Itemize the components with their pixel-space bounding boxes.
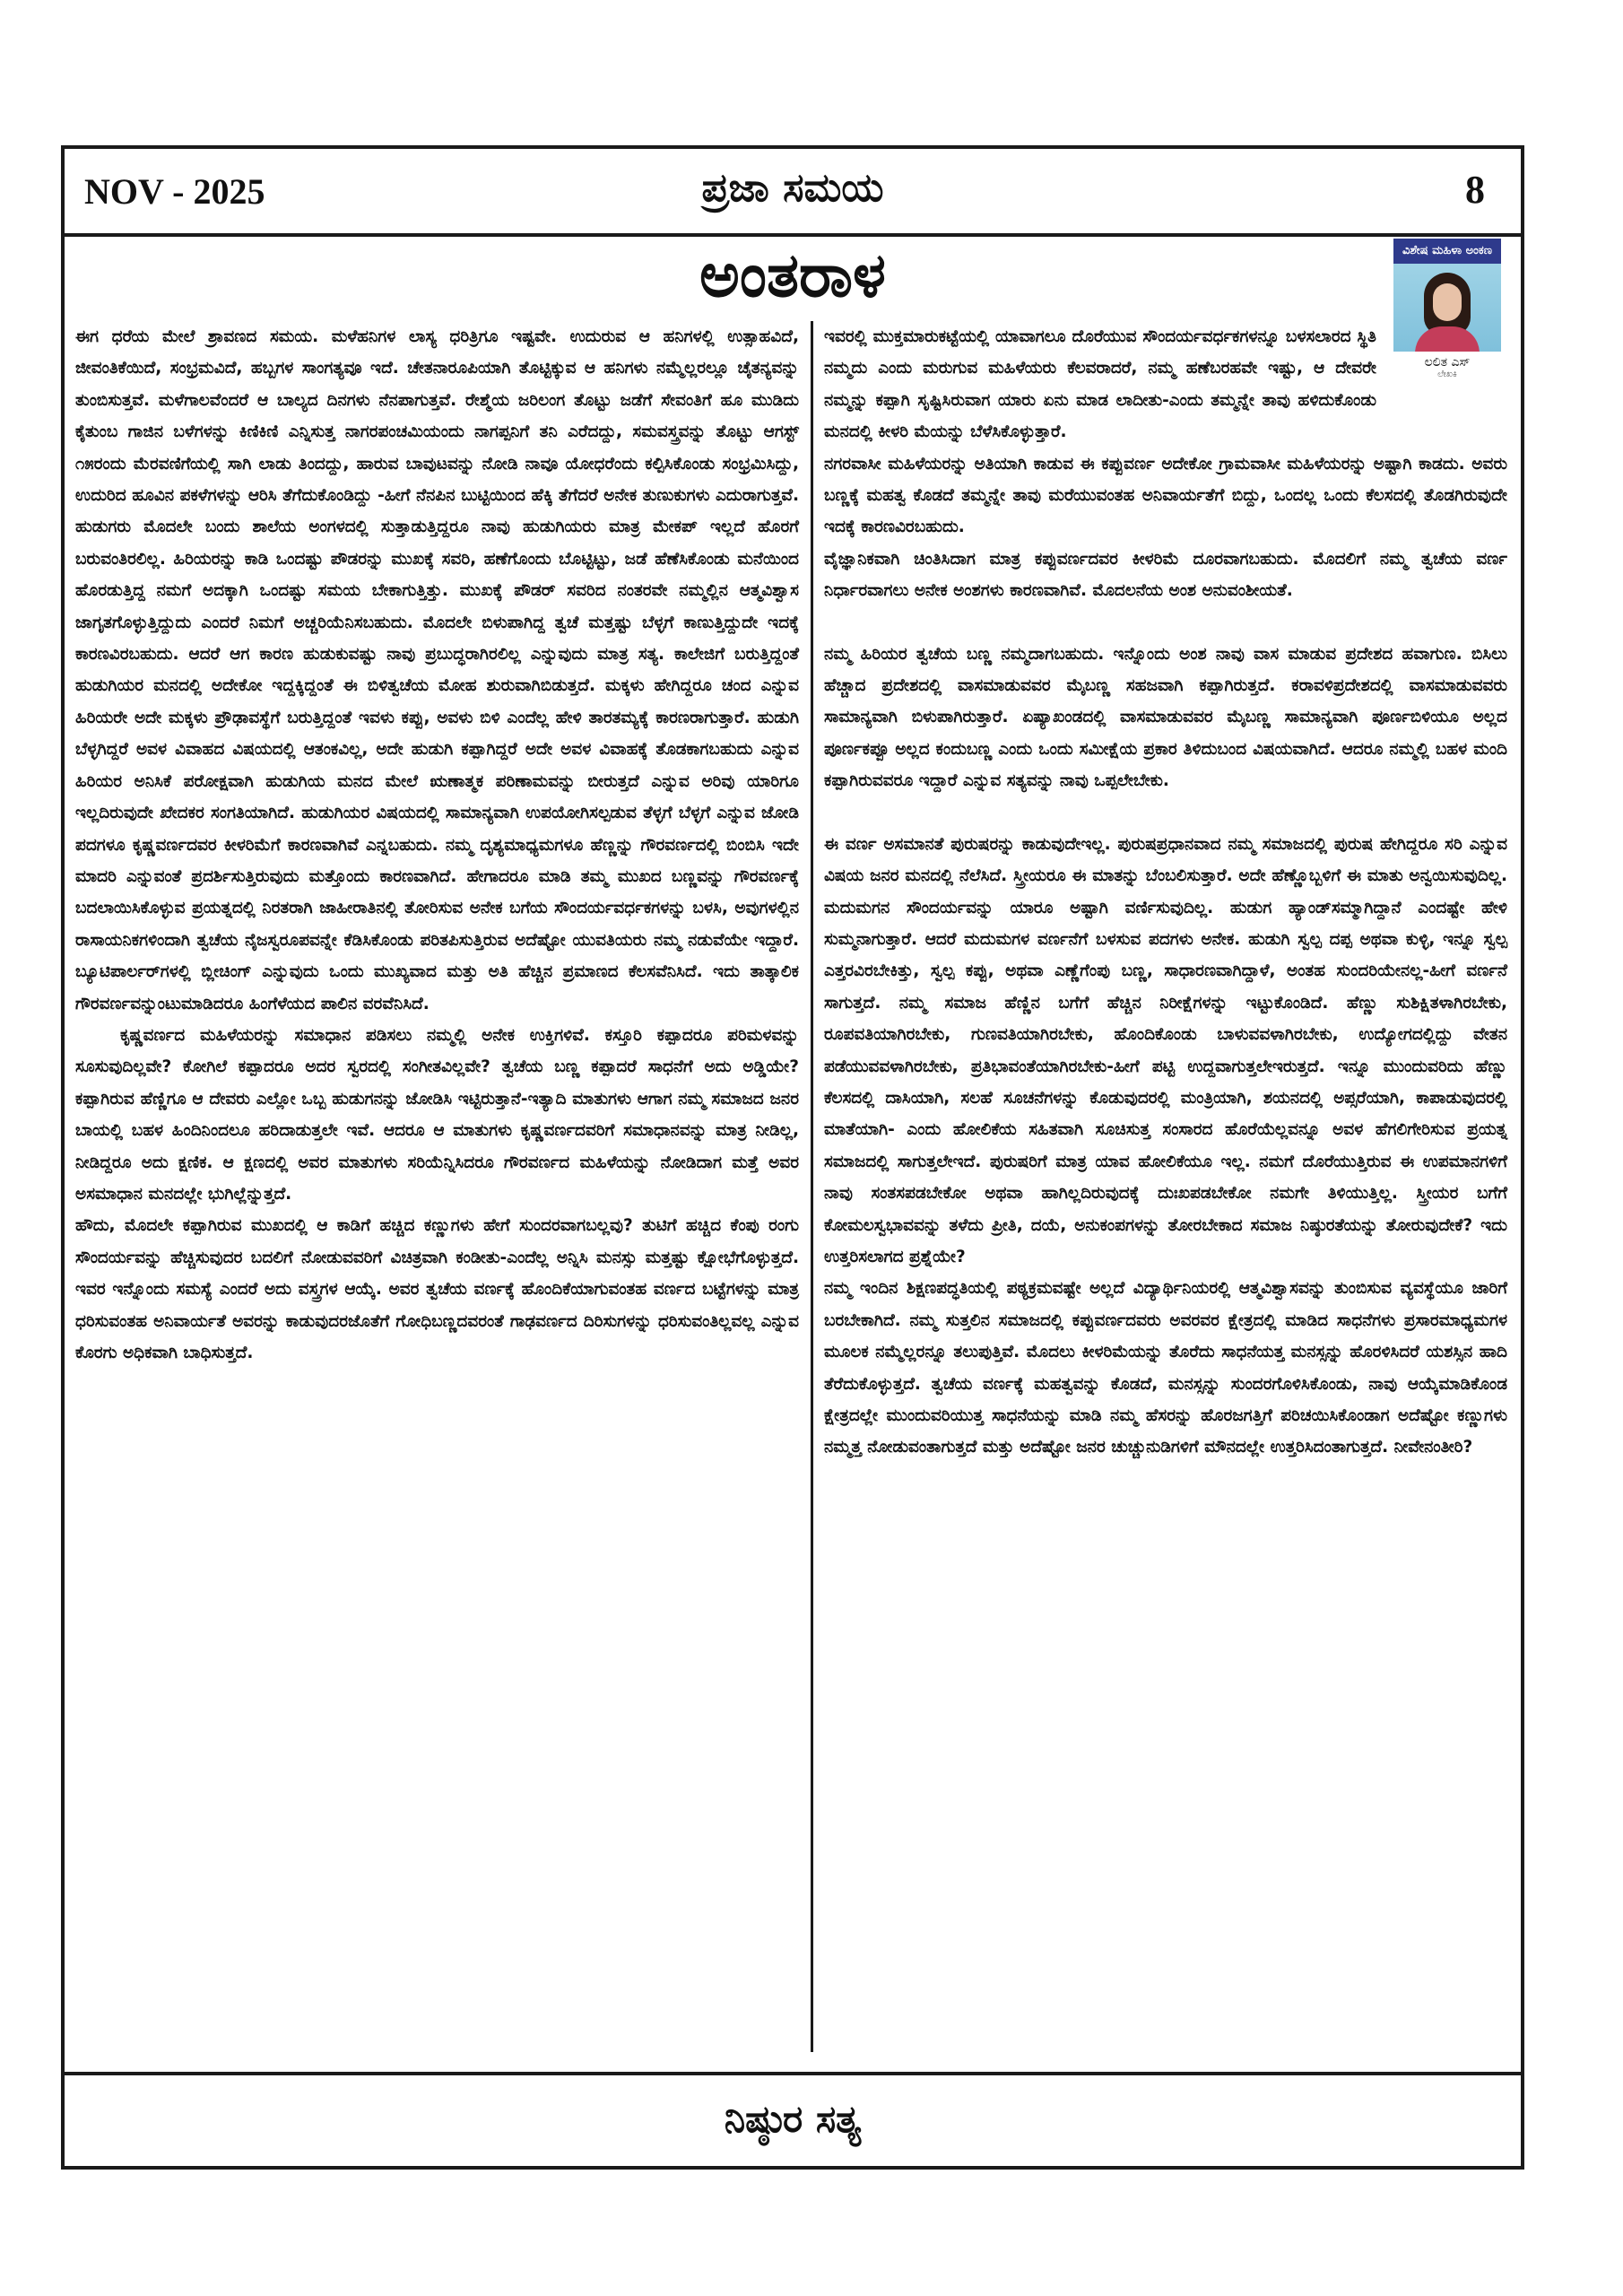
paragraph: ವೈಜ್ಞಾನಿಕವಾಗಿ ಚಿಂತಿಸಿದಾಗ ಮಾತ್ರ ಕಪ್ಪುವರ್ಣದವರ ಕೀಳರಿಮೆ ದೂರವಾಗಬಹುದು. ಮೊದಲಿಗೆ ನಮ್ಮ ತ್ವಚೆಯ ವರ್ಣ ನಿರ್ಧಾರವಾಗಲು ಅನೇಕ ಅಂಶಗಳು ಕಾರಣವಾಗಿವೆ. ಮೊದಲನೆಯ ಅಂಶ ಅನುವಂಶೀಯತೆ.: [824, 549, 1507, 601]
paragraph: ನಮ್ಮ ಹಿರಿಯರ ತ್ವಚೆಯ ಬಣ್ಣ ನಮ್ಮದಾಗಬಹುದು. ಇನ್ನೊಂದು ಅಂಶ ನಾವು ವಾಸ ಮಾಡುವ ಪ್ರದೇಶದ ಹವಾಗುಣ. ಬಿಸಿಲು ಹೆಚ್ಚಾದ ಪ್ರದೇಶದಲ್ಲಿ ವಾಸಮಾಡುವವರ ಮೈಬಣ್ಣ ಸಹಜವಾಗಿ ಕಪ್ಪಾಗಿರುತ್ತದೆ. ಕರಾವಳಿಪ್ರದೇಶದಲ್ಲಿ ವಾಸಮಾಡುವವರು ಸಾಮಾನ್ಯವಾಗಿ ಬಿಳುಪಾಗಿರುತ್ತಾರೆ. ಏಷ್ಯಾಖಂಡದಲ್ಲಿ ವಾಸಮಾಡುವವರ ಮೈಬಣ್ಣ ಸಾಮಾನ್ಯವಾಗಿ ಪೂರ್ಣಬಿಳಿಯೂ ಅಲ್ಲದ ಪೂರ್ಣಕಪ್ಪೂ ಅಲ್ಲದ ಕಂದುಬಣ್ಣ ಎಂದು ಒಂದು ಸಮೀಕ್ಷೆಯ ಪ್ರಕಾರ ತಿಳಿದುಬಂದ ವಿಷಯವಾಗಿದೆ. ಆದರೂ ನಮ್ಮಲ್ಲಿ ಬಹಳ ಮಂದಿ ಕಪ್ಪಾಗಿರುವವರೂ ಇದ್ದಾರೆ ಎನ್ನುವ ಸತ್ಯವನ್ನು ನಾವು ಒಪ್ಪಲೇಬೇಕು.: [824, 644, 1507, 791]
page-frame: [61, 145, 1524, 2170]
paragraph: ಇವರಲ್ಲಿ ಮುಕ್ತಮಾರುಕಟ್ಟೆಯಲ್ಲಿ ಯಾವಾಗಲೂ ದೊರೆಯುವ ಸೌಂದರ್ಯವರ್ಧಕಗಳನ್ನೂ ಬಳಸಲಾರದ ಸ್ಥಿತಿ ನಮ್ಮದು ಎಂದು ಮರುಗುವ ಮಹಿಳೆಯರು ಕೆಲವರಾದರೆ, ನಮ್ಮ ಹಣೆಬರಹವೇ ಇಷ್ಟು, ಆ ದೇವರೇ ನಮ್ಮನ್ನು ಕಪ್ಪಾಗಿ ಸೃಷ್ಟಿಸಿರುವಾಗ ಯಾರು ಏನು ಮಾಡ ಲಾದೀತು-ಎಂದು ತಮ್ಮನ್ನೇ ತಾವು ಹಳಿದುಕೊಂಡು ಮನದಲ್ಲಿ ಕೀಳರಿ ಮೆಯನ್ನು ಬೆಳೆಸಿಕೊಳ್ಳುತ್ತಾರೆ.: [824, 327, 1376, 442]
page-number: 8: [1465, 168, 1485, 212]
column-badge: ವಿಶೇಷ ಮಹಿಳಾ ಅಂಕಣ: [1393, 239, 1501, 264]
page-header: [65, 149, 1521, 237]
page-footer: [65, 2072, 1521, 2166]
paragraph: ಕೃಷ್ಣವರ್ಣದ ಮಹಿಳೆಯರನ್ನು ಸಮಾಧಾನ ಪಡಿಸಲು ನಮ್ಮಲ್ಲಿ ಅನೇಕ ಉಕ್ತಿಗಳಿವೆ. ಕಸ್ತೂರಿ ಕಪ್ಪಾದರೂ ಪರಿಮಳವನ್ನು ಸೂಸುವುದಿಲ್ಲವೇ? ಕೋಗಿಲೆ ಕಪ್ಪಾದರೂ ಅದರ ಸ್ವರದಲ್ಲಿ ಸಂಗೀತವಿಲ್ಲವೇ? ತ್ವಚೆಯ ಬಣ್ಣ ಕಪ್ಪಾದರೆ ಸಾಧನೆಗೆ ಅದು ಅಡ್ಡಿಯೇ? ಕಪ್ಪಾಗಿರುವ ಹೆಣ್ಣಿಗೂ ಆ ದೇವರು ಎಲ್ಲೋ ಒಬ್ಬ ಹುಡುಗನನ್ನು ಜೋಡಿಸಿ ಇಟ್ಟಿರುತ್ತಾನೆ-ಇತ್ಯಾದಿ ಮಾತುಗಳು ಆಗಾಗ ನಮ್ಮ ಸಮಾಜದ ಜನರ ಬಾಯಲ್ಲಿ ಬಹಳ ಹಿಂದಿನಿಂದಲೂ ಹರಿದಾಡುತ್ತಲೇ ಇವೆ. ಆದರೂ ಆ ಮಾತುಗಳು ಕೃಷ್ಣವರ್ಣದವರಿಗೆ ಸಮಾಧಾನವನ್ನು ಮಾತ್ರ ನೀಡಿಲ್ಲ, ನೀಡಿದ್ದರೂ ಅದು ಕ್ಷಣಿಕ. ಆ ಕ್ಷಣದಲ್ಲಿ ಅವರ ಮಾತುಗಳು ಸರಿಯೆನ್ನಿಸಿದರೂ ಗೌರವರ್ಣದ ಮಹಿಳೆಯನ್ನು ನೋಡಿದಾಗ ಮತ್ತೆ ಅವರ ಅಸಮಾಧಾನ ಮನದಲ್ಲೇ ಭುಗಿಲ್ಲೆನ್ನುತ್ತದೆ.: [75, 1025, 799, 1204]
article-column-left: [72, 321, 803, 2052]
paragraph: ಈ ವರ್ಣ ಅಸಮಾನತೆ ಪುರುಷರನ್ನು ಕಾಡುವುದೇಇಲ್ಲ. ಪುರುಷಪ್ರಧಾನವಾದ ನಮ್ಮ ಸಮಾಜದಲ್ಲಿ ಪುರುಷ ಹೇಗಿದ್ದರೂ ಸರಿ ಎನ್ನುವ ವಿಷಯ ಜನರ ಮನದಲ್ಲಿ ನೆಲೆಸಿದೆ. ಸ್ತ್ರೀಯರೂ ಈ ಮಾತನ್ನು ಬೆಂಬಲಿಸುತ್ತಾರೆ. ಅದೇ ಹೆಣ್ಣೊಬ್ಬಳಿಗೆ ಈ ಮಾತು ಅನ್ವಯಿಸುವುದಿಲ್ಲ. ಮದುಮಗನ ಸೌಂದರ್ಯವನ್ನು ಯಾರೂ ಅಷ್ಟಾಗಿ ವರ್ಣಿಸುವುದಿಲ್ಲ. ಹುಡುಗ ಹ್ಯಾಂಡ್‌ಸಮ್ಮಾಗಿದ್ದಾನೆ ಎಂದಷ್ಟೇ ಹೇಳಿ ಸುಮ್ಮನಾಗುತ್ತಾರೆ. ಆದರೆ ಮದುಮಗಳ ವರ್ಣನೆಗೆ ಬಳಸುವ ಪದಗಳು ಅನೇಕ. ಹುಡುಗಿ ಸ್ವಲ್ಪ ದಪ್ಪ ಅಥವಾ ಕುಳ್ಳಿ, ಇನ್ನೂ ಸ್ವಲ್ಪ ಎತ್ತರವಿರಬೇಕಿತ್ತು, ಸ್ವಲ್ಪ ಕಪ್ಪು, ಅಥವಾ ಎಣ್ಣೆಗೆಂಪು ಬಣ್ಣ, ಸಾಧಾರಣವಾಗಿದ್ದಾಳೆ, ಅಂತಹ ಸುಂದರಿಯೇನಲ್ಲ-ಹೀಗೆ ವರ್ಣನೆ ಸಾಗುತ್ತದೆ. ನಮ್ಮ ಸಮಾಜ ಹೆಣ್ಣಿನ ಬಗೆಗೆ ಹೆಚ್ಚಿನ ನಿರೀಕ್ಷೆಗಳನ್ನು ಇಟ್ಟುಕೊಂಡಿದೆ. ಹೆಣ್ಣು ಸುಶಿಕ್ಷಿತಳಾಗಿರಬೇಕು, ರೂಪವತಿಯಾಗಿರಬೇಕು, ಗುಣವತಿಯಾಗಿರಬೇಕು, ಹೊಂದಿಕೊಂಡು ಬಾಳುವವಳಾಗಿರಬೇಕು, ಉದ್ಯೋಗದಲ್ಲಿದ್ದು ವೇತನ ಪಡೆಯುವವಳಾಗಿರಬೇಕು, ಪ್ರತಿಭಾವಂತೆಯಾಗಿರಬೇಕು-ಹೀಗೆ ಪಟ್ಟಿ ಉದ್ದವಾಗುತ್ತಲೇಇರುತ್ತದೆ. ಇನ್ನೂ ಮುಂದುವರಿದು ಹೆಣ್ಣು ಕೆಲಸದಲ್ಲಿ ದಾಸಿಯಾಗಿ, ಸಲಹೆ ಸೂಚನೆಗಳನ್ನು ಕೊಡುವುದರಲ್ಲಿ ಮಂತ್ರಿಯಾಗಿ, ಶಯನದಲ್ಲಿ ಅಪ್ಸರೆಯಾಗಿ, ಕಾಪಾಡುವುದರಲ್ಲಿ ಮಾತೆಯಾಗಿ- ಎಂದು ಹೋಲಿಕೆಯ ಸಹಿತವಾಗಿ ಸೂಚಿಸುತ್ತ ಸಂಸಾರದ ಹೊರೆಯೆಲ್ಲವನ್ನೂ ಅವಳ ಹೆಗಲಿಗೇರಿಸುವ ಪ್ರಯತ್ನ ಸಮಾಜದಲ್ಲಿ ಸಾಗುತ್ತಲೇಇದೆ. ಪುರುಷರಿಗೆ ಮಾತ್ರ ಯಾವ ಹೋಲಿಕೆಯೂ ಇಲ್ಲ. ನಮಗೆ ದೊರೆಯುತ್ತಿರುವ ಈ ಉಪಮಾನಗಳಿಗೆ ನಾವು ಸಂತಸಪಡಬೇಕೋ ಅಥವಾ ಹಾಗಿಲ್ಲದಿರುವುದಕ್ಕೆ ದುಃಖಪಡಬೇಕೋ ನಮಗೇ ತಿಳಿಯುತ್ತಿಲ್ಲ. ಸ್ತ್ರೀಯರ ಬಗೆಗೆ ಕೋಮಲಸ್ವಭಾವವನ್ನು ತಳೆದು ಪ್ರೀತಿ, ದಯೆ, ಅನುಕಂಪಗಳನ್ನು ತೋರಬೇಕಾದ ಸಮಾಜ ನಿಷ್ಠುರತೆಯನ್ನು ತೋರುವುದೇಕೆ? ಇದು ಉತ್ತರಿಸಲಾಗದ ಪ್ರಶ್ನೆಯೇ?: [824, 834, 1507, 1266]
issue-date: NOV - 2025: [84, 171, 265, 212]
newspaper-name: ಪ್ರಜಾ ಸಮಯ: [701, 165, 884, 211]
paragraph: ಈಗ ಧರೆಯ ಮೇಲೆ ಶ್ರಾವಣದ ಸಮಯ. ಮಳೆಹನಿಗಳ ಲಾಸ್ಯ ಧರಿತ್ರಿಗೂ ಇಷ್ಟವೇ. ಉದುರುವ ಆ ಹನಿಗಳಲ್ಲಿ ಉತ್ಸಾಹವಿದೆ, ಜೀವಂತಿಕೆಯಿದೆ, ಸಂಭ್ರಮವಿದೆ, ಹಬ್ಬಗಳ ಸಾಂಗತ್ಯವೂ ಇದೆ. ಚೇತನಾರೂಪಿಯಾಗಿ ತೊಟ್ಟಿಕ್ಕುವ ಆ ಹನಿಗಳು ನಮ್ಮೆಲ್ಲರಲ್ಲೂ ಚೈತನ್ಯವನ್ನು ತುಂಬಿಸುತ್ತವೆ. ಮಳೆಗಾಲವೆಂದರೆ ಆ ಬಾಲ್ಯದ ದಿನಗಳು ನೆನಪಾಗುತ್ತವೆ. ರೇಶ್ಮೆಯ ಜರಿಲಂಗ ತೊಟ್ಟು ಜಡೆಗೆ ಸೇವಂತಿಗೆ ಹೂ ಮುಡಿದು ಕೈತುಂಬ ಗಾಜಿನ ಬಳೆಗಳನ್ನು ಕಿಣಿಕಿಣಿ ಎನ್ನಿಸುತ್ತ ನಾಗರಪಂಚಮಿಯಂದು ನಾಗಪ್ಪನಿಗೆ ತನಿ ಎರೆದದ್ದು, ಸಮವಸ್ತ್ರವನ್ನು ತೊಟ್ಟು ಆಗಸ್ಟ್ ೧೫ರಂದು ಮೆರವಣಿಗೆಯಲ್ಲಿ ಸಾಗಿ ಲಾಡು ತಿಂದದ್ದು, ಹಾರುವ ಬಾವುಟವನ್ನು ನೋಡಿ ನಾವೂ ಯೋಧರೆಂದು ಕಲ್ಪಿಸಿಕೊಂಡು ಸಂಭ್ರಮಿಸಿದ್ದು, ಉದುರಿದ ಹೂವಿನ ಪಕಳೆಗಳನ್ನು ಆರಿಸಿ ತೆಗೆದುಕೊಂಡಿದ್ದು -ಹೀಗೆ ನೆನಪಿನ ಬುಟ್ಟಿಯಿಂದ ಹೆಕ್ಕಿ ತೆಗೆದರೆ ಅನೇಕ ತುಣುಕುಗಳು ಎದುರಾಗುತ್ತವೆ. ಹುಡುಗರು ಮೊದಲೇ ಬಂದು ಶಾಲೆಯ ಅಂಗಳದಲ್ಲಿ ಸುತ್ತಾಡುತ್ತಿದ್ದರೂ ನಾವು ಹುಡುಗಿಯರು ಮಾತ್ರ ಮೇಕಪ್ ಇಲ್ಲದೆ ಹೊರಗೆ ಬರುವಂತಿರಲಿಲ್ಲ. ಹಿರಿಯರನ್ನು ಕಾಡಿ ಒಂದಷ್ಟು ಪೌಡರನ್ನು ಮುಖಕ್ಕೆ ಸವರಿ, ಹಣೆಗೊಂದು ಬೊಟ್ಟಿಟ್ಟು, ಜಡೆ ಹೆಣೆಸಿಕೊಂಡು ಮನೆಯಿಂದ ಹೊರಡುತ್ತಿದ್ದ ನಮಗೆ ಅದಕ್ಕಾಗಿ ಒಂದಷ್ಟು ಸಮಯ ಬೇಕಾಗುತ್ತಿತ್ತು. ಮುಖಕ್ಕೆ ಪೌಡರ್ ಸವರಿದ ನಂತರವೇ ನಮ್ಮಲ್ಲಿನ ಆತ್ಮವಿಶ್ವಾಸ ಜಾಗೃತಗೊಳ್ಳುತ್ತಿದ್ದುದು ಎಂದರೆ ನಿಮಗೆ ಅಚ್ಚರಿಯೆನಿಸಬಹುದು. ಮೊದಲೇ ಬಿಳುಪಾಗಿದ್ದ ತ್ವಚೆ ಮತ್ತಷ್ಟು ಬೆಳ್ಳಗೆ ಕಾಣುತ್ತಿದ್ದುದೇ ಇದಕ್ಕೆ ಕಾರಣವಿರಬಹುದು. ಆದರೆ ಆಗ ಕಾರಣ ಹುಡುಕುವಷ್ಟು ನಾವು ಪ್ರಬುದ್ಧರಾಗಿರಲಿಲ್ಲ ಎನ್ನುವುದು ಮಾತ್ರ ಸತ್ಯ. ಕಾಲೇಜಿಗೆ ಬರುತ್ತಿದ್ದಂತೆ ಹುಡುಗಿಯರ ಮನದಲ್ಲಿ ಅದೇಕೋ ಇದ್ದಕ್ಕಿದ್ದಂತೆ ಈ ಬಿಳಿತ್ವಚೆಯ ಮೋಹ ಶುರುವಾಗಿಬಿಡುತ್ತದೆ. ಮಕ್ಕಳು ಹೇಗಿದ್ದರೂ ಚಂದ ಎನ್ನುವ ಹಿರಿಯರೇ ಅದೇ ಮಕ್ಕಳು ಪ್ರೌಢಾವಸ್ಥೆಗೆ ಬರುತ್ತಿದ್ದಂತೆ ಇವಳು ಕಪ್ಪು, ಅವಳು ಬಿಳಿ ಎಂದೆಲ್ಲ ಹೇಳಿ ತಾರತಮ್ಯಕ್ಕೆ ಕಾರಣರಾಗುತ್ತಾರೆ. ಹುಡುಗಿ ಬೆಳ್ಳಗಿದ್ದರೆ ಅವಳ ವಿವಾಹದ ವಿಷಯದಲ್ಲಿ ಆತಂಕವಿಲ್ಲ, ಅದೇ ಹುಡುಗಿ ಕಪ್ಪಾಗಿದ್ದರೆ ಅದೇ ಅವಳ ವಿವಾಹಕ್ಕೆ ತೊಡಕಾಗಬಹುದು ಎನ್ನುವ ಹಿರಿಯರ ಅನಿಸಿಕೆ ಪರೋಕ್ಷವಾಗಿ ಹುಡುಗಿಯ ಮನದ ಮೇಲೆ ಋಣಾತ್ಮಕ ಪರಿಣಾಮವನ್ನು ಬೀರುತ್ತದೆ ಎನ್ನುವ ಅರಿವು ಯಾರಿಗೂ ಇಲ್ಲದಿರುವುದೇ ಖೇದಕರ ಸಂಗತಿಯಾಗಿದೆ. ಹುಡುಗಿಯರ ವಿಷಯದಲ್ಲಿ ಸಾಮಾನ್ಯವಾಗಿ ಉಪಯೋಗಿಸಲ್ಪಡುವ ತೆಳ್ಳಗೆ ಬೆಳ್ಳಗೆ ಎನ್ನುವ ಜೋಡಿ ಪದಗಳೂ ಕೃಷ್ಣವರ್ಣದವರ ಕೀಳರಿಮೆಗೆ ಕಾರಣವಾಗಿವೆ ಎನ್ನಬಹುದು. ನಮ್ಮ ದೃಶ್ಯಮಾಧ್ಯಮಗಳೂ ಹೆಣ್ಣನ್ನು ಗೌರವರ್ಣದಲ್ಲಿ ಬಿಂಬಿಸಿ ಇದೇ ಮಾದರಿ ಎನ್ನುವಂತೆ ಪ್ರದರ್ಶಿಸುತ್ತಿರುವುದು ಮತ್ತೊಂದು ಕಾರಣವಾಗಿದೆ. ಹೇಗಾದರೂ ಮಾಡಿ ತಮ್ಮ ಮುಖದ ಬಣ್ಣವನ್ನು ಗೌರವರ್ಣಕ್ಕೆ ಬದಲಾಯಿಸಿಕೊಳ್ಳುವ ಪ್ರಯತ್ನದಲ್ಲಿ ನಿರತರಾಗಿ ಜಾಹೀರಾತಿನಲ್ಲಿ ತೋರಿಸುವ ಅನೇಕ ಬಗೆಯ ಸೌಂದರ್ಯವರ್ಧಕಗಳನ್ನು ಬಳಸಿ, ಅವುಗಳಲ್ಲಿನ ರಾಸಾಯನಿಕಗಳಿಂದಾಗಿ ತ್ವಚೆಯ ನೈಜಸ್ವರೂಪವನ್ನೇ ಕೆಡಿಸಿಕೊಂಡು ಪರಿತಪಿಸುತ್ತಿರುವ ಅದೆಷ್ಟೋ ಯುವತಿಯರು ನಮ್ಮ ನಡುವೆಯೇ ಇದ್ದಾರೆ. ಬ್ಯೂಟಿಪಾರ್ಲರ್‌ಗಳಲ್ಲಿ ಬ್ಲೀಚಿಂಗ್ ಎನ್ನುವುದು ಒಂದು ಮುಖ್ಯವಾದ ಮತ್ತು ಅತಿ ಹೆಚ್ಚಿನ ಪ್ರಮಾಣದ ಕೆಲಸವೆನಿಸಿದೆ. ಇದು ತಾತ್ಕಾಲಿಕ ಗೌರವರ್ಣವನ್ನುಂಟುಮಾಡಿದರೂ ಹಿಂಗೆಳೆಯದ ಪಾಲಿನ ವರವೆನಿಸಿದೆ.: [75, 327, 799, 1013]
author-name: ಲಲಿತ ಎಸ್: [1424, 355, 1471, 370]
article-title: ನಿಷ್ಠುರ ಸತ್ಯ: [724, 2097, 862, 2141]
section-title: ಅಂತರಾಳ: [699, 240, 886, 311]
section-title-bar: [65, 233, 1521, 379]
paragraph: ಹೌದು, ಮೊದಲೇ ಕಪ್ಪಾಗಿರುವ ಮುಖದಲ್ಲಿ ಆ ಕಾಡಿಗೆ ಹಚ್ಚಿದ ಕಣ್ಣುಗಳು ಹೇಗೆ ಸುಂದರವಾಗಬಲ್ಲವು? ತುಟಿಗೆ ಹಚ್ಚಿದ ಕೆಂಪು ರಂಗು ಸೌಂದರ್ಯವನ್ನು ಹೆಚ್ಚಿಸುವುದರ ಬದಲಿಗೆ ನೋಡುವವರಿಗೆ ವಿಚಿತ್ರವಾಗಿ ಕಂಡೀತು-ಎಂದೆಲ್ಲ ಅನ್ನಿಸಿ ಮನಸ್ಸು ಮತ್ತಷ್ಟು ಕ್ಷೋಭೆಗೊಳ್ಳುತ್ತದೆ. ಇವರ ಇನ್ನೊಂದು ಸಮಸ್ಯೆ ಎಂದರೆ ಅದು ವಸ್ತ್ರಗಳ ಆಯ್ಕೆ. ಅವರ ತ್ವಚೆಯ ವರ್ಣಕ್ಕೆ ಹೊಂದಿಕೆಯಾಗುವಂತಹ ವರ್ಣದ ಬಟ್ಟೆಗಳನ್ನು ಮಾತ್ರ ಧರಿಸುವಂತಹ ಅನಿವಾರ್ಯತೆ ಅವರನ್ನು ಕಾಡುವುದರಜೊತೆಗೆ ಗೋಧಿಬಣ್ಣದವರಂತೆ ಗಾಢವರ್ಣದ ದಿರಿಸುಗಳನ್ನು ಧರಿಸುವಂತಿಲ್ಲವಲ್ಲ ಎನ್ನುವ ಕೊರಗು ಅಧಿಕವಾಗಿ ಬಾಧಿಸುತ್ತದೆ.: [75, 1216, 799, 1362]
author-role: ಲೇಖಕಿ: [1437, 370, 1457, 379]
paragraph: ನಮ್ಮ ಇಂದಿನ ಶಿಕ್ಷಣಪದ್ಧತಿಯಲ್ಲಿ ಪಠ್ಯಕ್ರಮವಷ್ಟೇ ಅಲ್ಲದೆ ವಿದ್ಯಾರ್ಥಿನಿಯರಲ್ಲಿ ಆತ್ಮವಿಶ್ವಾಸವನ್ನು ತುಂಬಿಸುವ ವ್ಯವಸ್ಥೆಯೂ ಜಾರಿಗೆ ಬರಬೇಕಾಗಿದೆ. ನಮ್ಮ ಸುತ್ತಲಿನ ಸಮಾಜದಲ್ಲಿ ಕಪ್ಪುವರ್ಣದವರು ಅವರವರ ಕ್ಷೇತ್ರದಲ್ಲಿ ಮಾಡಿದ ಸಾಧನೆಗಳು ಪ್ರಸಾರಮಾಧ್ಯಮಗಳ ಮೂಲಕ ನಮ್ಮೆಲ್ಲರನ್ನೂ ತಲುಪುತ್ತಿವೆ. ಮೊದಲು ಕೀಳರಿಮೆಯನ್ನು ತೊರೆದು ಸಾಧನೆಯತ್ತ ಮನಸ್ಸನ್ನು ಹೊರಳಿಸಿದರೆ ಯಶಸ್ಸಿನ ಹಾದಿ ತೆರೆದುಕೊಳ್ಳುತ್ತದೆ. ತ್ವಚೆಯ ವರ್ಣಕ್ಕೆ ಮಹತ್ವವನ್ನು ಕೊಡದೆ, ಮನಸ್ಸನ್ನು ಸುಂದರಗೊಳಿಸಿಕೊಂಡು, ನಾವು ಆಯ್ಕೆಮಾಡಿಕೊಂಡ ಕ್ಷೇತ್ರದಲ್ಲೇ ಮುಂದುವರಿಯುತ್ತ ಸಾಧನೆಯನ್ನು ಮಾಡಿ ನಮ್ಮ ಹೆಸರನ್ನು ಹೊರಜಗತ್ತಿಗೆ ಪರಿಚಯಿಸಿಕೊಂಡಾಗ ಅದೆಷ್ಟೋ ಕಣ್ಣುಗಳು ನಮ್ಮತ್ತ ನೋಡುವಂತಾಗುತ್ತದೆ ಮತ್ತು ಅದೆಷ್ಟೋ ಜನರ ಚುಚ್ಚುನುಡಿಗಳಿಗೆ ಮೌನದಲ್ಲೇ ಉತ್ತರಿಸಿದಂತಾಗುತ್ತದೆ. ನೀವೇನಂತೀರಿ?: [824, 1279, 1507, 1457]
paragraph: ನಗರವಾಸೀ ಮಹಿಳೆಯರನ್ನು ಅತಿಯಾಗಿ ಕಾಡುವ ಈ ಕಪ್ಪುವರ್ಣ ಅದೇಕೋ ಗ್ರಾಮವಾಸೀ ಮಹಿಳೆಯರನ್ನು ಅಷ್ಟಾಗಿ ಕಾಡದು. ಅವರು ಬಣ್ಣಕ್ಕೆ ಮಹತ್ವ ಕೊಡದೆ ತಮ್ಮನ್ನೇ ತಾವು ಮರೆಯುವಂತಹ ಅನಿವಾರ್ಯತೆಗೆ ಬಿದ್ದು, ಒಂದಲ್ಲ ಒಂದು ಕೆಲಸದಲ್ಲಿ ತೊಡಗಿರುವುದೇ ಇದಕ್ಕೆ ಕಾರಣವಿರಬಹುದು.: [824, 454, 1507, 537]
column-divider: [811, 321, 813, 2052]
article-column-right: [820, 321, 1511, 2052]
